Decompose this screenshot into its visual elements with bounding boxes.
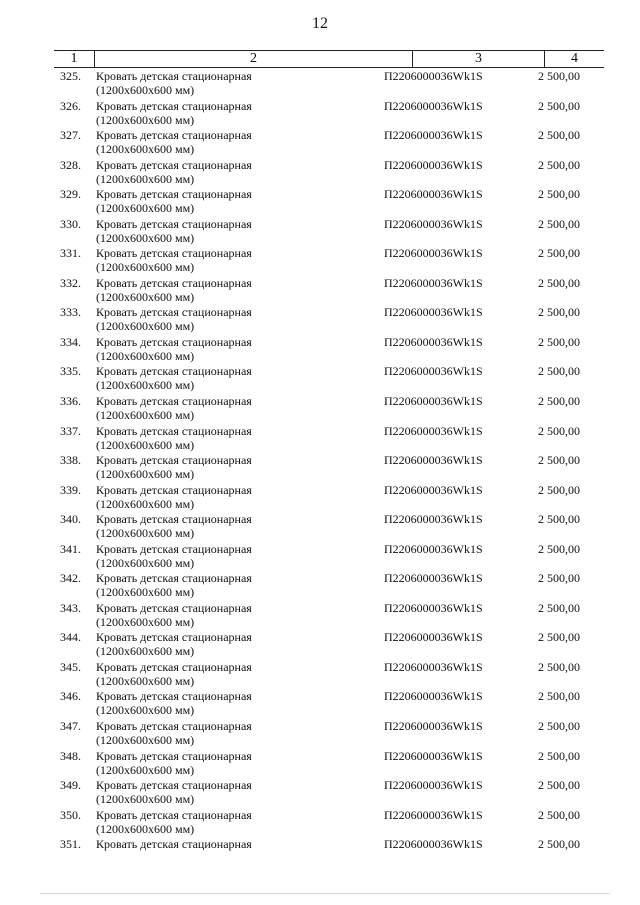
item-name-line2: (1200х600х600 мм) <box>96 437 195 452</box>
item-code: П2206000036Wk1S <box>384 187 483 202</box>
item-name <box>96 483 376 511</box>
item-name-line2: (1200х600х600 мм) <box>96 467 195 482</box>
item-name <box>96 453 376 481</box>
item-name-line1: Кровать детская стационарная <box>96 275 252 290</box>
item-name-line1: Кровать детская стационарная <box>96 423 252 438</box>
item-name <box>96 837 376 851</box>
table-row <box>0 393 640 423</box>
item-name <box>96 335 376 363</box>
item-name-line2: (1200х600х600 мм) <box>96 526 195 541</box>
table-row <box>0 570 640 600</box>
row-number: 346. <box>60 689 81 704</box>
item-name-line2: (1200х600х600 мм) <box>96 585 195 600</box>
table-row <box>0 541 640 571</box>
item-name <box>96 99 376 127</box>
item-name <box>96 808 376 836</box>
table-row <box>0 748 640 778</box>
item-code: П2206000036Wk1S <box>384 305 483 320</box>
item-name-line1: Кровать детская стационарная <box>96 364 252 379</box>
row-number: 335. <box>60 364 81 379</box>
item-price: 2 500,00 <box>538 778 580 793</box>
item-name <box>96 69 376 97</box>
item-name-line1: Кровать детская стационарная <box>96 630 252 645</box>
row-number: 336. <box>60 394 81 409</box>
row-number: 332. <box>60 275 81 290</box>
item-name-line1: Кровать детская стационарная <box>96 512 252 527</box>
item-name-line1: Кровать детская стационарная <box>96 748 252 763</box>
item-name-line1: Кровать детская стационарная <box>96 98 252 113</box>
item-code: П2206000036Wk1S <box>384 689 483 704</box>
item-name-line2: (1200х600х600 мм) <box>96 496 195 511</box>
item-code: П2206000036Wk1S <box>384 334 483 349</box>
row-number: 328. <box>60 157 81 172</box>
item-code: П2206000036Wk1S <box>384 630 483 645</box>
table-row <box>0 482 640 512</box>
row-number: 338. <box>60 453 81 468</box>
table-row <box>0 275 640 305</box>
item-price: 2 500,00 <box>538 216 580 231</box>
item-price: 2 500,00 <box>538 512 580 527</box>
item-name-line2: (1200х600х600 мм) <box>96 260 195 275</box>
table-row <box>0 777 640 807</box>
row-number: 333. <box>60 305 81 320</box>
item-name <box>96 719 376 747</box>
item-name-line1: Кровать детская стационарная <box>96 246 252 261</box>
item-code: П2206000036Wk1S <box>384 719 483 734</box>
table-header <box>54 50 604 68</box>
item-name-line2: (1200х600х600 мм) <box>96 792 195 807</box>
table-row <box>0 363 640 393</box>
item-name <box>96 128 376 156</box>
row-number: 341. <box>60 541 81 556</box>
row-number: 347. <box>60 719 81 734</box>
table-row <box>0 98 640 128</box>
table-body <box>0 68 640 866</box>
item-name-line2: (1200х600х600 мм) <box>96 703 195 718</box>
column-header-1: 1 <box>70 51 78 66</box>
item-name-line1: Кровать детская стационарная <box>96 719 252 734</box>
item-name-line2: (1200х600х600 мм) <box>96 821 195 836</box>
item-code: П2206000036Wk1S <box>384 659 483 674</box>
item-price: 2 500,00 <box>538 394 580 409</box>
item-name <box>96 217 376 245</box>
item-price: 2 500,00 <box>538 187 580 202</box>
item-code: П2206000036Wk1S <box>384 275 483 290</box>
item-name-line1: Кровать детская стационарная <box>96 659 252 674</box>
item-name <box>96 660 376 688</box>
item-code: П2206000036Wk1S <box>384 394 483 409</box>
row-number: 342. <box>60 571 81 586</box>
item-price: 2 500,00 <box>538 571 580 586</box>
item-name <box>96 158 376 186</box>
item-code: П2206000036Wk1S <box>384 600 483 615</box>
item-name-line1: Кровать детская стационарная <box>96 541 252 556</box>
item-name-line1: Кровать детская стационарная <box>96 69 252 83</box>
item-name <box>96 305 376 333</box>
row-number: 343. <box>60 600 81 615</box>
row-number: 349. <box>60 778 81 793</box>
item-price: 2 500,00 <box>538 453 580 468</box>
row-number: 339. <box>60 482 81 497</box>
item-name <box>96 424 376 452</box>
row-number: 325. <box>60 69 81 83</box>
row-number: 326. <box>60 98 81 113</box>
item-name-line2: (1200х600х600 мм) <box>96 408 195 423</box>
table-row <box>0 334 640 364</box>
item-name-line2: (1200х600х600 мм) <box>96 348 195 363</box>
item-price: 2 500,00 <box>538 334 580 349</box>
item-code: П2206000036Wk1S <box>384 98 483 113</box>
item-code: П2206000036Wk1S <box>384 541 483 556</box>
item-code: П2206000036Wk1S <box>384 837 483 852</box>
item-price: 2 500,00 <box>538 807 580 822</box>
item-name-line2: (1200х600х600 мм) <box>96 378 195 393</box>
item-name-line2: (1200х600х600 мм) <box>96 83 195 97</box>
row-number: 351. <box>60 837 81 852</box>
item-code: П2206000036Wk1S <box>384 157 483 172</box>
item-price: 2 500,00 <box>538 423 580 438</box>
table-row <box>0 836 640 866</box>
item-code: П2206000036Wk1S <box>384 246 483 261</box>
item-code: П2206000036Wk1S <box>384 364 483 379</box>
item-price: 2 500,00 <box>538 128 580 143</box>
item-name-line1: Кровать детская стационарная <box>96 778 252 793</box>
item-price: 2 500,00 <box>538 541 580 556</box>
item-name-line1: Кровать детская стационарная <box>96 216 252 231</box>
row-number: 331. <box>60 246 81 261</box>
table-row <box>0 157 640 187</box>
table-row <box>0 304 640 334</box>
item-name <box>96 246 376 274</box>
item-price: 2 500,00 <box>538 305 580 320</box>
item-name <box>96 276 376 304</box>
item-name <box>96 364 376 392</box>
item-code: П2206000036Wk1S <box>384 748 483 763</box>
item-name <box>96 630 376 658</box>
item-code: П2206000036Wk1S <box>384 778 483 793</box>
item-name-line2: (1200х600х600 мм) <box>96 644 195 659</box>
item-price: 2 500,00 <box>538 719 580 734</box>
item-name <box>96 394 376 422</box>
table-row <box>0 423 640 453</box>
item-name-line1: Кровать детская стационарная <box>96 157 252 172</box>
item-name <box>96 542 376 570</box>
row-number: 337. <box>60 423 81 438</box>
item-price: 2 500,00 <box>538 275 580 290</box>
column-header-4: 4 <box>544 51 604 67</box>
item-name <box>96 778 376 806</box>
item-name-line2: (1200х600х600 мм) <box>96 142 195 157</box>
item-code: П2206000036Wk1S <box>384 807 483 822</box>
item-price: 2 500,00 <box>538 837 580 852</box>
item-name <box>96 601 376 629</box>
item-code: П2206000036Wk1S <box>384 69 483 83</box>
item-price: 2 500,00 <box>538 98 580 113</box>
table-row <box>0 718 640 748</box>
item-name <box>96 571 376 599</box>
table-row <box>0 186 640 216</box>
row-number: 334. <box>60 334 81 349</box>
item-name-line1: Кровать детская стационарная <box>96 600 252 615</box>
item-name-line1: Кровать детская стационарная <box>96 571 252 586</box>
item-name <box>96 689 376 717</box>
item-name-line2: (1200х600х600 мм) <box>96 112 195 127</box>
item-price: 2 500,00 <box>538 69 580 83</box>
item-name <box>96 187 376 215</box>
table-row <box>0 127 640 157</box>
item-name-line2: (1200х600х600 мм) <box>96 319 195 334</box>
item-price: 2 500,00 <box>538 157 580 172</box>
table-row <box>0 600 640 630</box>
table-row <box>0 807 640 837</box>
item-name <box>96 512 376 540</box>
item-name-line1: Кровать детская стационарная <box>96 807 252 822</box>
item-name-line2: (1200х600х600 мм) <box>96 614 195 629</box>
page-number: 12 <box>312 15 328 32</box>
item-code: П2206000036Wk1S <box>384 482 483 497</box>
table-row <box>0 629 640 659</box>
item-name-line1: Кровать детская стационарная <box>96 453 252 468</box>
row-number: 329. <box>60 187 81 202</box>
table-row <box>0 511 640 541</box>
table-row <box>0 68 640 98</box>
item-name-line1: Кровать детская стационарная <box>96 334 252 349</box>
column-header-3: 3 <box>412 51 544 67</box>
item-code: П2206000036Wk1S <box>384 512 483 527</box>
table-row <box>0 659 640 689</box>
footer-rule <box>40 893 610 894</box>
item-price: 2 500,00 <box>538 659 580 674</box>
item-name-line2: (1200х600х600 мм) <box>96 289 195 304</box>
item-price: 2 500,00 <box>538 246 580 261</box>
item-name-line2: (1200х600х600 мм) <box>96 201 195 216</box>
item-code: П2206000036Wk1S <box>384 423 483 438</box>
row-number: 344. <box>60 630 81 645</box>
row-number: 348. <box>60 748 81 763</box>
row-number: 350. <box>60 807 81 822</box>
table-row <box>0 688 640 718</box>
item-code: П2206000036Wk1S <box>384 216 483 231</box>
item-name-line2: (1200х600х600 мм) <box>96 555 195 570</box>
table-row <box>0 245 640 275</box>
item-code: П2206000036Wk1S <box>384 128 483 143</box>
item-name-line1: Кровать детская стационарная <box>96 689 252 704</box>
item-name <box>96 749 376 777</box>
item-name-line2: (1200х600х600 мм) <box>96 762 195 777</box>
item-name-line1: Кровать детская стационарная <box>96 305 252 320</box>
item-name-line1: Кровать детская стационарная <box>96 187 252 202</box>
item-price: 2 500,00 <box>538 364 580 379</box>
table-row <box>0 216 640 246</box>
item-price: 2 500,00 <box>538 630 580 645</box>
item-name-line2: (1200х600х600 мм) <box>96 171 195 186</box>
table-row <box>0 452 640 482</box>
item-price: 2 500,00 <box>538 748 580 763</box>
item-name-line1: Кровать детская стационарная <box>96 837 252 852</box>
row-number: 327. <box>60 128 81 143</box>
item-price: 2 500,00 <box>538 482 580 497</box>
item-code: П2206000036Wk1S <box>384 571 483 586</box>
item-code: П2206000036Wk1S <box>384 453 483 468</box>
row-number: 340. <box>60 512 81 527</box>
column-header-2: 2 <box>94 51 412 67</box>
item-price: 2 500,00 <box>538 689 580 704</box>
item-name-line2: (1200х600х600 мм) <box>96 230 195 245</box>
item-name-line1: Кровать детская стационарная <box>96 128 252 143</box>
item-name-line2: (1200х600х600 мм) <box>96 733 195 748</box>
item-name-line1: Кровать детская стационарная <box>96 482 252 497</box>
item-name-line2: (1200х600х600 мм) <box>96 673 195 688</box>
row-number: 330. <box>60 216 81 231</box>
row-number: 345. <box>60 659 81 674</box>
item-price: 2 500,00 <box>538 600 580 615</box>
item-name-line1: Кровать детская стационарная <box>96 394 252 409</box>
